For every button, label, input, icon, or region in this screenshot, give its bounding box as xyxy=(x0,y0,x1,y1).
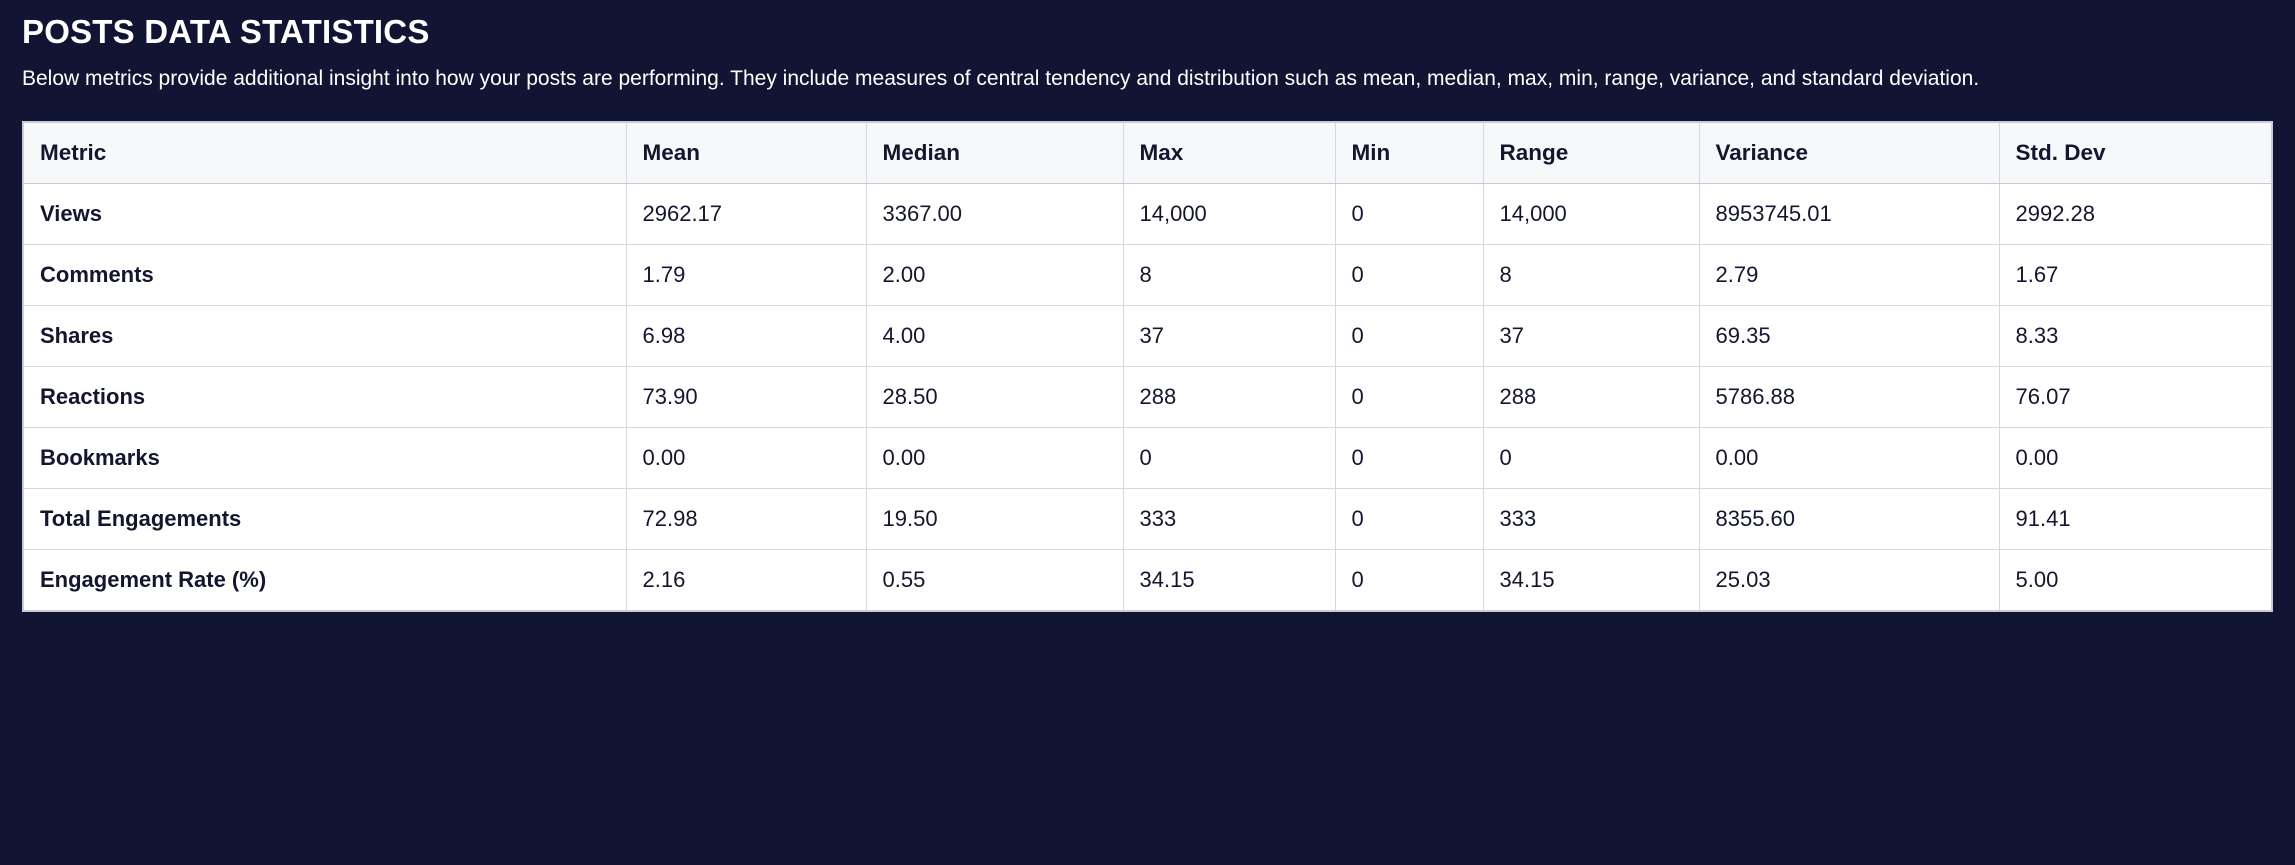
table-row xyxy=(24,244,2271,305)
cell-variance: 2.79 xyxy=(1699,244,1999,305)
cell-variance: 8953745.01 xyxy=(1699,183,1999,244)
cell-median: 19.50 xyxy=(866,488,1123,549)
cell-std-dev: 8.33 xyxy=(1999,305,2271,366)
cell-median: 0.55 xyxy=(866,549,1123,610)
cell-median: 4.00 xyxy=(866,305,1123,366)
cell-metric: Reactions xyxy=(24,366,626,427)
cell-median: 0.00 xyxy=(866,427,1123,488)
cell-metric: Views xyxy=(24,183,626,244)
cell-median: 28.50 xyxy=(866,366,1123,427)
cell-range: 14,000 xyxy=(1483,183,1699,244)
cell-std-dev: 1.67 xyxy=(1999,244,2271,305)
cell-metric: Total Engagements xyxy=(24,488,626,549)
cell-max: 8 xyxy=(1123,244,1335,305)
page-description: Below metrics provide additional insight into how your posts are performing. They include measures of central tendency and distribution such as mean, median, max, min, range, variance, and standard deviation. xyxy=(22,67,1980,91)
cell-variance: 5786.88 xyxy=(1699,366,1999,427)
cell-range: 333 xyxy=(1483,488,1699,549)
cell-variance: 0.00 xyxy=(1699,427,1999,488)
cell-max: 37 xyxy=(1123,305,1335,366)
cell-mean: 73.90 xyxy=(626,366,866,427)
table-body xyxy=(24,183,2271,610)
cell-std-dev: 5.00 xyxy=(2015,566,2059,592)
cell-variance: 69.35 xyxy=(1699,305,1999,366)
cell-min: 0 xyxy=(1335,488,1483,549)
column-header-median: Median xyxy=(866,123,1123,184)
table-row xyxy=(24,488,2271,549)
cell-std-dev: 91.41 xyxy=(1999,488,2271,549)
cell-std-dev: 2992.28 xyxy=(1999,183,2271,244)
column-header-mean: Mean xyxy=(626,123,866,184)
cell-range: 8 xyxy=(1483,244,1699,305)
cell-max: 34.15 xyxy=(1123,549,1335,610)
table-row xyxy=(24,183,2271,244)
cell-range: 0 xyxy=(1483,427,1699,488)
column-header-metric: Metric xyxy=(24,123,626,184)
cell-max: 333 xyxy=(1123,488,1335,549)
cell-std-dev: 0.00 xyxy=(1999,427,2271,488)
column-header-range: Range xyxy=(1483,123,1699,184)
cell-mean: 2.16 xyxy=(626,549,866,610)
cell-metric: Engagement Rate (%) xyxy=(24,549,626,610)
cell-min: 0 xyxy=(1335,427,1483,488)
page-title: POSTS DATA STATISTICS xyxy=(22,13,430,50)
statistics-table-container xyxy=(22,121,2273,612)
cell-mean: 6.98 xyxy=(626,305,866,366)
cell-mean: 2962.17 xyxy=(626,183,866,244)
cell-variance: 25.03 xyxy=(1699,549,1999,610)
cell-metric: Comments xyxy=(24,244,626,305)
cell-range: 34.15 xyxy=(1483,549,1699,610)
cell-metric: Shares xyxy=(24,305,626,366)
cell-min: 0 xyxy=(1335,183,1483,244)
cell-metric: Bookmarks xyxy=(24,427,626,488)
table-row xyxy=(24,427,2271,488)
cell-mean: 0.00 xyxy=(626,427,866,488)
table-header xyxy=(24,123,2271,184)
statistics-table xyxy=(24,123,2271,610)
cell-mean: 1.79 xyxy=(626,244,866,305)
cell-max: 14,000 xyxy=(1123,183,1335,244)
cell-mean: 72.98 xyxy=(626,488,866,549)
cell-median: 3367.00 xyxy=(866,183,1123,244)
column-header-std-dev: Std. Dev xyxy=(1999,123,2271,184)
column-header-variance: Variance xyxy=(1699,123,1999,184)
cell-max: 288 xyxy=(1123,366,1335,427)
cell-std-dev: 76.07 xyxy=(1999,366,2271,427)
cell-min: 0 xyxy=(1335,366,1483,427)
cell-range: 37 xyxy=(1483,305,1699,366)
table-row xyxy=(24,366,2271,427)
table-row xyxy=(24,549,2271,610)
cell-max: 0 xyxy=(1123,427,1335,488)
cell-median: 2.00 xyxy=(866,244,1123,305)
column-header-max: Max xyxy=(1123,123,1335,184)
cell-range: 288 xyxy=(1483,366,1699,427)
table-row xyxy=(24,305,2271,366)
cell-min: 0 xyxy=(1335,305,1483,366)
cell-min: 0 xyxy=(1335,244,1483,305)
table-header-row xyxy=(24,123,2271,184)
cell-variance: 8355.60 xyxy=(1699,488,1999,549)
column-header-min: Min xyxy=(1335,123,1483,184)
cell-min: 0 xyxy=(1335,549,1483,610)
